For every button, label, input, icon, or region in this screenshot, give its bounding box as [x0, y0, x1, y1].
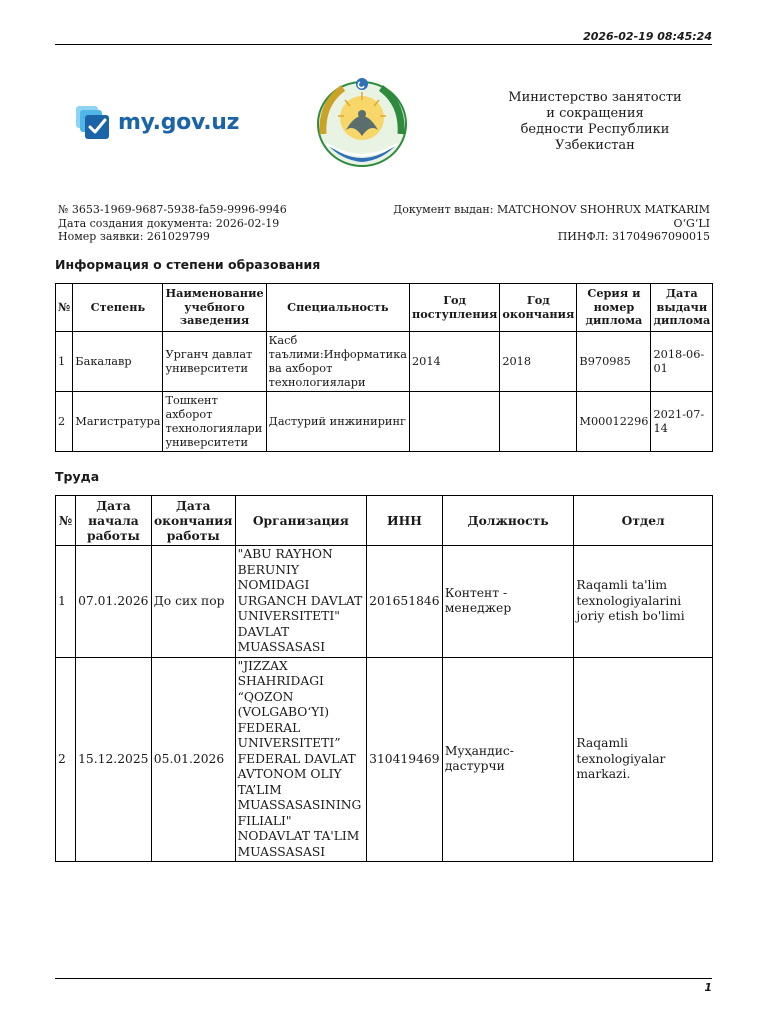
table-cell: Raqamli texnologiyalar markazi. — [574, 657, 713, 862]
column-header: Отдел — [574, 496, 713, 546]
state-emblem-icon — [313, 74, 411, 170]
table-cell: Касб таълими:Информатика ва ахборот технологиялари — [266, 332, 409, 392]
table-cell: Raqamli ta'lim texnologiyalarini joriy etish bo'limi — [574, 546, 713, 658]
table-cell: Дастурий инжиниринг — [266, 392, 409, 452]
column-header: Степень — [73, 284, 163, 332]
table-cell: 07.01.2026 — [76, 546, 152, 658]
table-cell: B970985 — [577, 332, 651, 392]
education-table — [55, 283, 713, 452]
table-cell: 2018 — [500, 332, 577, 392]
creation-date: Дата создания документа: 2026-02-19 — [58, 216, 280, 230]
column-header: Наименование учебного заведения — [163, 284, 266, 332]
table-row — [56, 657, 713, 862]
column-header: Год поступления — [410, 284, 500, 332]
top-divider — [55, 44, 712, 45]
table-cell: Муҳандис-дастурчи — [442, 657, 574, 862]
table-cell: Контент - менеджер — [442, 546, 574, 658]
request-number: Номер заявки: 261029799 — [58, 230, 210, 243]
issued-to: Документ выдан: MATCHONOV SHOHRUX MATKARIM — [393, 203, 710, 216]
checkbox-logo-icon — [76, 104, 112, 140]
ministry-name — [480, 90, 710, 154]
table-cell: Бакалавр — [73, 332, 163, 392]
table-cell: 310419469 — [367, 657, 443, 862]
table-cell: 15.12.2025 — [76, 657, 152, 862]
mygov-logo[interactable] — [76, 104, 239, 140]
table-row — [56, 332, 713, 392]
pinfl: ПИНФЛ: 31704967090015 — [557, 230, 710, 243]
table-cell: M00012296 — [577, 392, 651, 452]
column-header: № — [56, 496, 76, 546]
column-header: Должность — [442, 496, 574, 546]
table-header-row — [56, 284, 713, 332]
column-header: Специальность — [266, 284, 409, 332]
document-timestamp: 2026-02-19 08:45:24 — [583, 30, 712, 43]
table-cell: 1 — [56, 546, 76, 658]
table-cell: Тошкент ахборот технологиялари университети — [163, 392, 266, 452]
table-cell: 201651846 — [367, 546, 443, 658]
column-header: Дата выдачи диплома — [651, 284, 713, 332]
table-cell — [500, 392, 577, 452]
logo-text: my.gov.uz — [118, 109, 240, 135]
column-header: № — [56, 284, 73, 332]
table-cell: 2 — [56, 392, 73, 452]
table-row — [56, 392, 713, 452]
ministry-line: и сокращения — [546, 106, 644, 121]
education-section-title: Информация о степени образования — [55, 257, 321, 272]
table-cell: Урганч давлат университети — [163, 332, 266, 392]
issued-to-continued: O‘G‘LI — [673, 216, 710, 230]
table-row — [56, 546, 713, 658]
column-header: Дата окончания работы — [151, 496, 235, 546]
table-cell: 2 — [56, 657, 76, 862]
table-cell: 1 — [56, 332, 73, 392]
table-cell: 2018-06-01 — [651, 332, 713, 392]
column-header: Дата начала работы — [76, 496, 152, 546]
table-cell: Магистратура — [73, 392, 163, 452]
document-number: № 3653-1969-9687-5938-fa59-9996-9946 — [58, 203, 287, 216]
work-table — [55, 495, 713, 862]
table-cell: До сих пор — [151, 546, 235, 658]
recipient-meta — [380, 203, 710, 244]
document-meta — [58, 203, 287, 244]
ministry-line: Узбекистан — [555, 138, 635, 153]
column-header: Серия и номер диплома — [577, 284, 651, 332]
work-section-title: Труда — [55, 469, 100, 484]
table-cell: 2014 — [410, 332, 500, 392]
table-cell — [410, 392, 500, 452]
column-header: Организация — [235, 496, 367, 546]
ministry-line: Министерство занятости — [508, 90, 682, 105]
table-cell: 05.01.2026 — [151, 657, 235, 862]
table-cell: "ABU RAYHON BERUNIY NOMIDAGI URGANCH DAVLAT UNIVERSITETI" DAVLAT MUASSASASI — [235, 546, 367, 658]
column-header: Год окончания — [500, 284, 577, 332]
table-cell: "JIZZAX SHAHRIDAGI “QOZON (VOLGABO‘YI) FEDERAL UNIVERSITETI” FEDERAL DAVLAT AVTONOM OLIY TA’LIM MUASSASASINING FILIALI" NODAVLAT TA'LIM MUASSASASI — [235, 657, 367, 862]
table-header-row — [56, 496, 713, 546]
page-number: 1 — [704, 981, 712, 994]
table-cell: 2021-07-14 — [651, 392, 713, 452]
column-header: ИНН — [367, 496, 443, 546]
bottom-divider — [55, 978, 712, 979]
ministry-line: бедности Республики — [520, 122, 670, 137]
